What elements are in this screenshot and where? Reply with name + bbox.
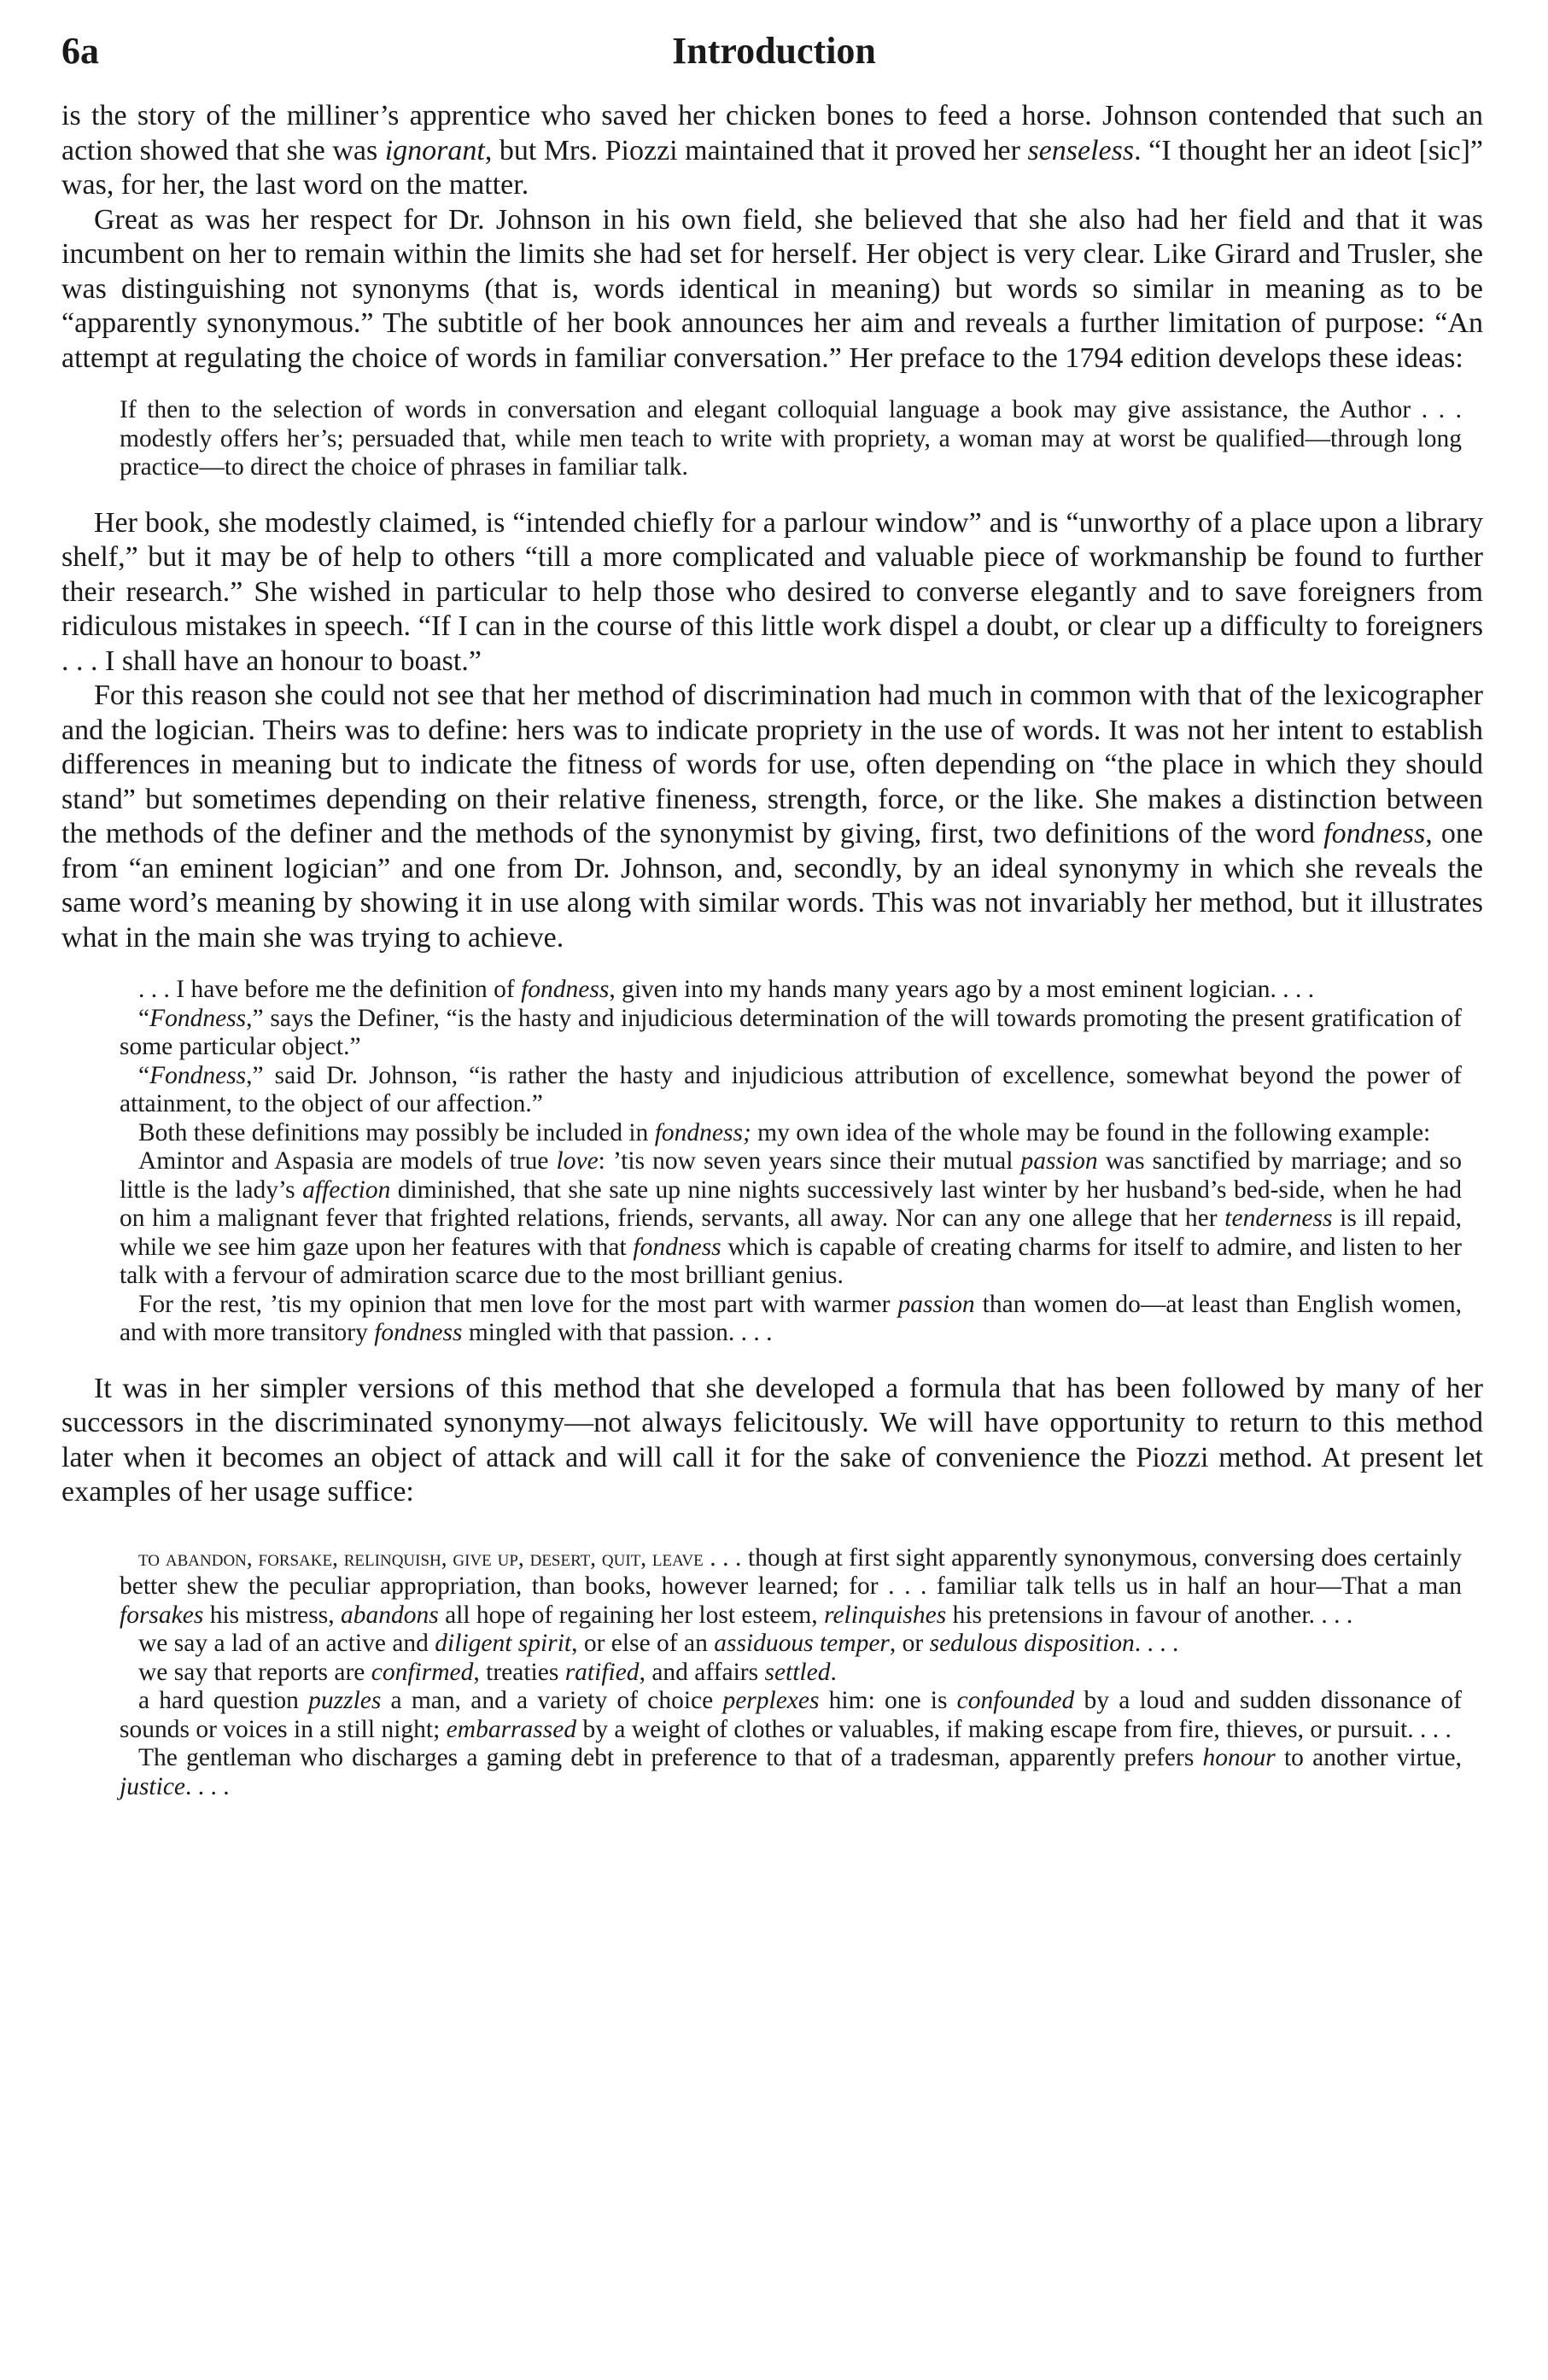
block-quote-preface [120, 396, 1462, 482]
quote-fondness-line: Amintor and Aspasia are models of true love: ’tis now seven years since their mutual passion was sanctified by marriage; and so little is the lady’s affection diminished, that she sate up nine nights successively last winter by her husband’s bed-side, when he had on him a malignant fever that frighted relations, friends, servants, all away. Nor can any one allege that her tenderness is ill repaid, while we see him gaze upon her features with that fondness which is capable of creating charms for itself to admire, and listen to her talk with a fervour of admiration scarce due to the most brilliant genius. [120, 1147, 1463, 1289]
page-header [0, 29, 1548, 80]
quote-preface-text: If then to the selection of words in conversation and elegant colloquial language a book may give assistance, the Author . . . modestly offers her’s; persuaded that, while men teach to write with propriety, a woman may at worst be qualified—through long practice—to direct the choice of phrases in familiar talk. [120, 396, 1462, 481]
quote-fondness-line: Both these definitions may possibly be included in fondness; my own idea of the whole may be found in the following example: [138, 1118, 1431, 1146]
quote-example-line: The gentleman who discharges a gaming debt in preference to that of a tradesman, apparently prefers honour to another virtue, justice. . . . [120, 1744, 1462, 1800]
block-quote-examples [120, 1544, 1462, 1802]
quote-fondness-line: “Fondness,” says the Definer, “is the hasty and injudicious determination of the will towards promoting the present gratification of some particular object.” [120, 1004, 1462, 1060]
paragraph-3: Her book, she modestly claimed, is “intended chiefly for a parlour window” and is “unworthy of a place upon a library shelf,” but it may be of help to others “till a more complicated and valuable piece of workmanship be found to further their research.” She wished in particular to help those who desired to converse elegantly and to save foreigners from ridiculous mistakes in speech. “If I can in the course of this little work dispel a doubt, or clear up a difficulty to foreigners . . . I shall have an honour to boast.” [61, 506, 1483, 677]
paragraph-4: For this reason she could not see that her method of discrimination had much in common with that of the lexicographer and the logician. Theirs was to define: hers was to indicate propriety in the use of words. It was not her intent to establish differences in meaning but to indicate the fitness of words for use, often depending on “the place in which they should stand” but sometimes depending on their relative fineness, strength, force, or the like. She makes a distinction between the methods of the definer and the methods of the synonymist by giving, first, two definitions of the word fondness, one from “an eminent logician” and one from Dr. Johnson, and, secondly, by an ideal synonymy in which she reveals the same word’s meaning by showing it in use along with similar words. This was not invariably her method, but it illustrates what in the main she was trying to achieve. [61, 680, 1484, 954]
quote-example-line: we say a lad of an active and diligent spirit, or else of an assiduous temper, or sedulous disposition. . . . [138, 1630, 1179, 1657]
paragraph-1: is the story of the milliner’s apprentice who saved her chicken bones to feed a horse. Johnson contended that such an action showed that she was ignorant, but Mrs. Piozzi maintained that it proved her senseless. “I thought her an ideot [sic]” was, for her, the last word on the matter. [61, 100, 1483, 201]
block-quote-fondness [120, 976, 1462, 1348]
quote-fondness-line: “Fondness,” said Dr. Johnson, “is rather the hasty and injudicious attribution of excellence, somewhat beyond the power of attainment, to the object of our affection.” [120, 1061, 1462, 1117]
quote-example-line: to abandon, forsake, relinquish, give up, desert, quit, leave . . . though at first sight apparently synonymous, conversing does certainly better shew the peculiar appropriation, than books, however learned; for . . . familiar talk tells us in half an hour—That a man forsakes his mistress, abandons all hope of regaining her lost esteem, relinquishes his pretensions in favour of another. . . . [120, 1543, 1462, 1629]
running-title: Introduction [672, 30, 876, 72]
quote-example-line: we say that reports are confirmed, treaties ratified, and affairs settled. [138, 1658, 837, 1686]
quote-fondness-line: For the rest, ’tis my opinion that men love for the most part with warmer passion than women do—at least than English women, and with more transitory fondness mingled with that passion. . . . [120, 1290, 1462, 1346]
quote-example-line: a hard question puzzles a man, and a variety of choice perplexes him: one is confounded by a loud and sudden dissonance of sounds or voices in a still night; embarrassed by a weight of clothes or valuables, if making escape from fire, thieves, or pursuit. . . . [120, 1687, 1463, 1743]
quote-fondness-line: . . . I have before me the definition of fondness, given into my hands many years ago by a most eminent logician. . . . [138, 976, 1315, 1003]
page-number: 6a [61, 30, 99, 72]
paragraph-5: It was in her simpler versions of this method that she developed a formula that has been followed by many of her successors in the discriminated synonymy—not always felicitously. We will have opportunity to return to this method later when it becomes an object of attack and will call it for the sake of convenience the Piozzi method. At present let examples of her usage suffice: [61, 1372, 1483, 1508]
paragraph-2: Great as was her respect for Dr. Johnson in his own field, she believed that she also had her field and that it was incumbent on her to remain within the limits she had set for herself. Her object is very clear. Like Girard and Trusler, she was distinguishing not synonyms (that is, words identical in meaning) but words so similar in meaning as to be “apparently synonymous.” The subtitle of her book announces her aim and reveals a further limitation of purpose: “An attempt at regulating the choice of words in familiar conversation.” Her preface to the 1794 edition develops these ideas: [61, 203, 1483, 374]
page-body [61, 99, 1483, 1825]
